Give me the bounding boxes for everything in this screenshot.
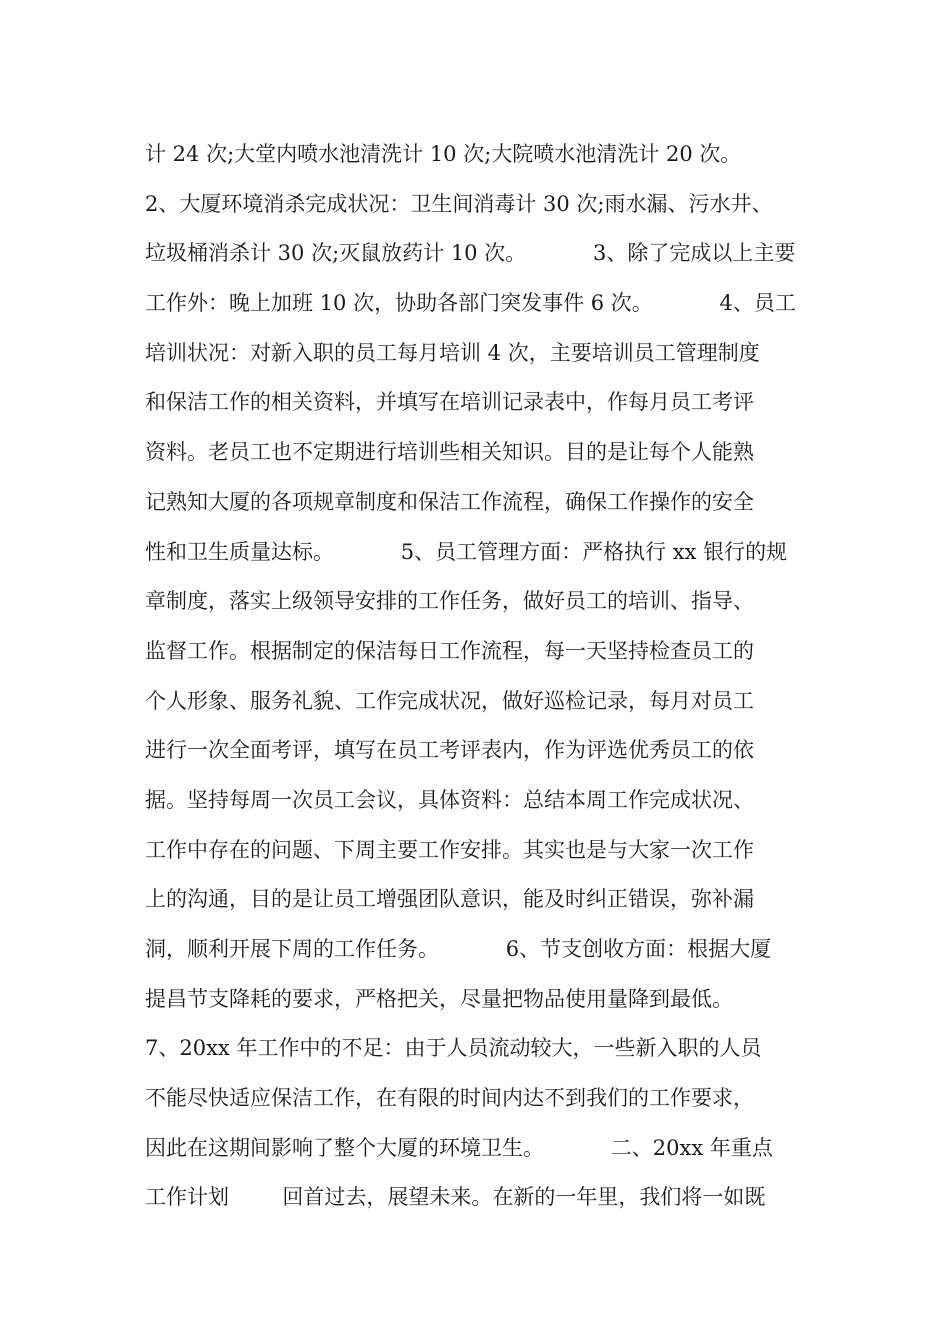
text-line: 记熟知大厦的各项规章制度和保洁工作流程，确保工作操作的安全 xyxy=(145,489,754,514)
text-line: 因此在这期间影响了整个大厦的环境卫生。 二、20xx 年重点 xyxy=(145,1135,773,1160)
text-line: 工作外：晚上加班 10 次，协助各部门突发事件 6 次。 4、员工 xyxy=(145,291,796,316)
text-line: 2、大厦环境消杀完成状况：卫生间消毒计 30 次;雨水漏、污水井、 xyxy=(145,191,773,216)
text-line: 工作中存在的问题、下周主要工作安排。其实也是与大家一次工作 xyxy=(145,837,754,862)
text-line: 和保洁工作的相关资料，并填写在培训记录表中，作每月员工考评 xyxy=(145,390,754,415)
body-text xyxy=(145,130,815,1223)
text-line: 洞，顺利开展下周的工作任务。 6、节支创收方面：根据大厦 xyxy=(145,937,772,961)
text-line: 上的沟通，目的是让员工增强团队意识，能及时纠正错误，弥补漏 xyxy=(145,887,754,912)
text-line: 提昌节支降耗的要求，严格把关，尽量把物品使用量降到最低。 xyxy=(145,986,733,1011)
text-line: 个人形象、服务礼貌、工作完成状况，做好巡检记录，每月对员工 xyxy=(145,688,754,713)
text-line: 垃圾桶消杀计 30 次;灭鼠放药计 10 次。 3、除了完成以上主要 xyxy=(145,241,796,266)
text-line: 章制度，落实上级领导安排的工作任务，做好员工的培训、指导、 xyxy=(145,589,754,614)
text-line: 计 24 次;大堂内喷水池清洗计 10 次;大院喷水池清洗计 20 次。 xyxy=(145,142,742,166)
text-line: 7、20xx 年工作中的不足：由于人员流动较大，一些新入职的人员 xyxy=(145,1036,762,1061)
text-line: 据。坚持每周一次员工会议，具体资料：总结本周工作完成状况、 xyxy=(145,787,754,812)
text-line: 培训状况：对新入职的员工每月培训 4 次，主要培训员工管理制度 xyxy=(145,340,760,365)
text-line: 性和卫生质量达标。 5、员工管理方面：严格执行 xx 银行的规 xyxy=(145,539,788,564)
text-line: 资料。老员工也不定期进行培训些相关知识。目的是让每个人能熟 xyxy=(145,440,754,465)
text-line: 不能尽快适应保洁工作，在有限的时间内达不到我们的工作要求， xyxy=(145,1086,754,1111)
text-line: 进行一次全面考评，填写在员工考评表内，作为评选优秀员工的依 xyxy=(145,738,754,763)
text-line: 工作计划 回首过去，展望未来。在新的一年里，我们将一如既 xyxy=(145,1185,766,1210)
text-line: 监督工作。根据制定的保洁每日工作流程，每一天坚持检查员工的 xyxy=(145,638,754,663)
